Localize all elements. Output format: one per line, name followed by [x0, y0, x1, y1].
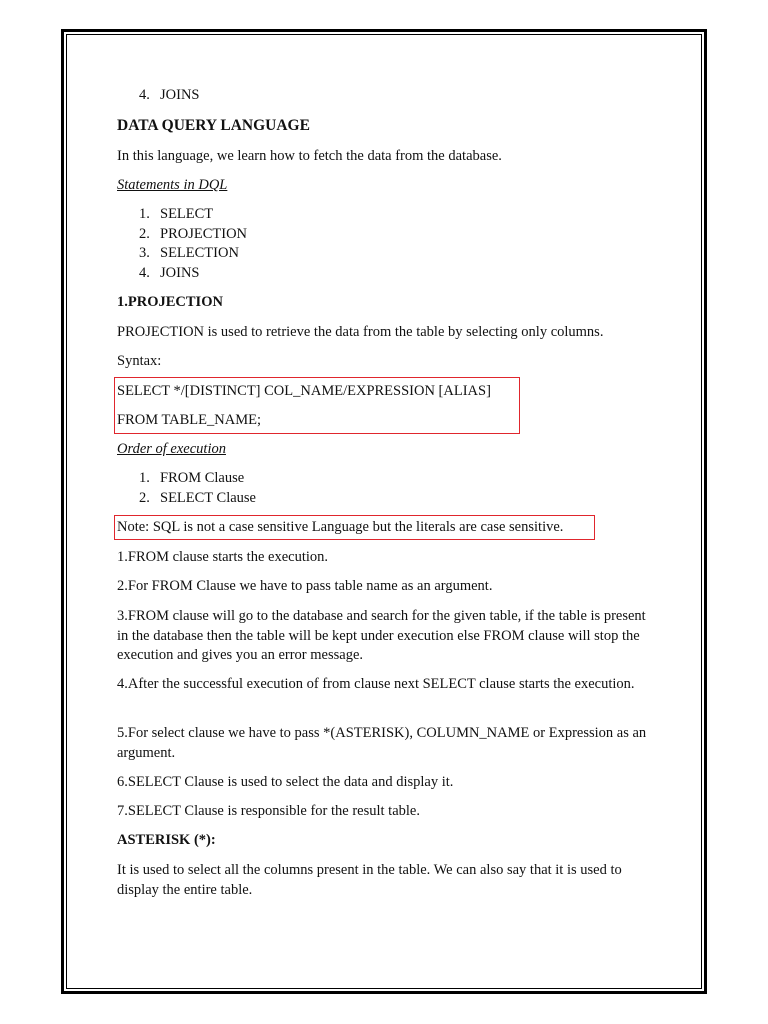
- section-heading-dql: DATA QUERY LANGUAGE: [117, 117, 310, 134]
- point-2: 2.For FROM Clause we have to pass table name as an argument.: [117, 578, 493, 594]
- point-3: 3.FROM clause will go to the database and search for the given table, if the table is present in the database then the table will be kept under execution else FROM clause will stop the execution and gives you an error message.: [117, 608, 646, 663]
- list-item: 3. SELECTION: [139, 245, 239, 261]
- list-item: 2. SELECT Clause: [139, 489, 256, 506]
- asterisk-description: It is used to select all the columns present in the table. We can also say that it is used to display the entire table.: [117, 862, 622, 898]
- syntax-line-2: FROM TABLE_NAME;: [117, 412, 261, 428]
- point-6: 6.SELECT Clause is used to select the data and display it.: [117, 774, 454, 790]
- projection-description: PROJECTION is used to retrieve the data from the table by selecting only columns.: [117, 324, 604, 340]
- list-item: 1. SELECT: [139, 206, 214, 222]
- statements-heading: Statements in DQL: [117, 177, 228, 193]
- point-5: 5.For select clause we have to pass *(ASTERISK), COLUMN_NAME or Expression as an argument.: [117, 725, 647, 761]
- asterisk-heading: ASTERISK (*):: [117, 832, 216, 848]
- list-item: 1. FROM Clause: [139, 470, 245, 486]
- point-4: 4.After the successful execution of from clause next SELECT clause starts the execution.: [117, 676, 635, 692]
- dql-intro: In this language, we learn how to fetch the data from the database.: [117, 148, 502, 164]
- point-1: 1.FROM clause starts the execution.: [117, 549, 329, 565]
- list-item: 2. PROJECTION: [139, 225, 248, 242]
- syntax-label: Syntax:: [117, 353, 162, 369]
- note-text: Note: SQL is not a case sensitive Language but the literals are case sensitive.: [117, 519, 564, 535]
- list-item: 4. JOINS: [139, 264, 200, 281]
- syntax-line-1: SELECT */[DISTINCT] COL_NAME/EXPRESSION [ALIAS]: [117, 383, 491, 399]
- point-7: 7.SELECT Clause is responsible for the result table.: [117, 803, 420, 819]
- order-heading: Order of execution: [117, 441, 226, 457]
- list-item: 4. JOINS: [139, 87, 200, 103]
- projection-heading: 1.PROJECTION: [117, 294, 223, 310]
